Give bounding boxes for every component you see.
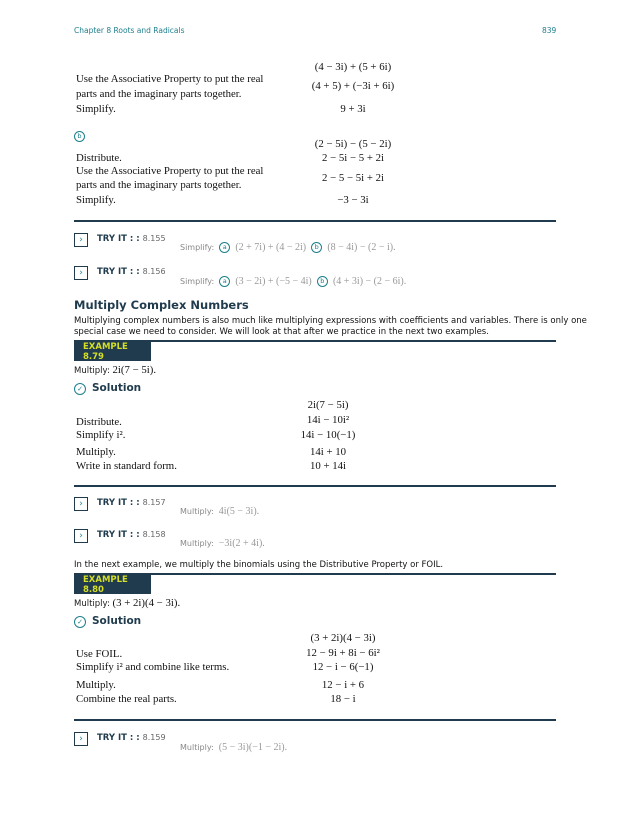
circled-letter-b-icon: b xyxy=(311,242,322,253)
part-b-step3-text: Simplify. xyxy=(76,194,116,206)
chapter-header: Chapter 8 Roots and Radicals xyxy=(74,26,185,35)
try-it-8156[interactable]: TRY IT : : 8.156 xyxy=(97,267,166,277)
try-it-8159-exercise: Multiply: (5 − 3i)(−1 − 2i). xyxy=(180,742,288,753)
ex879-start: 2i(7 − 5i) xyxy=(307,399,349,411)
part-a-step2-math: 9 + 3i xyxy=(340,103,366,115)
solution-heading: Solution xyxy=(92,615,142,627)
ex880-step4-math: 18 − i xyxy=(330,693,356,705)
chevron-right-icon[interactable]: › xyxy=(74,266,88,280)
try-it-8157-exercise: Multiply: 4i(5 − 3i). xyxy=(180,506,260,517)
example-end-rule xyxy=(74,485,556,487)
try-it-8158[interactable]: TRY IT : : 8.158 xyxy=(97,530,166,540)
chevron-right-icon[interactable]: › xyxy=(74,233,88,247)
part-a-step1-text1: Use the Associative Property to put the real xyxy=(76,73,264,85)
example-end-rule xyxy=(74,719,556,721)
chevron-right-icon[interactable]: › xyxy=(74,497,88,511)
try-it-8156-exercise: Simplify: a (3 − 2i) + (−5 − 4i) b (4 + 3i) − (2 − 6i). xyxy=(180,276,407,287)
ex879-step4-math: 10 + 14i xyxy=(309,460,347,472)
part-b-step3-math: −3 − 3i xyxy=(337,194,369,206)
example-880-prompt: Multiply: (3 + 2i)(4 − 3i). xyxy=(74,597,181,609)
part-b-step2-math: 2 − 5 − 5i + 2i xyxy=(321,172,385,184)
ex880-step1-text: Use FOIL. xyxy=(76,648,123,660)
chevron-right-icon[interactable]: › xyxy=(74,529,88,543)
try-it-8158-exercise: Multiply: −3i(2 + 4i). xyxy=(180,538,265,549)
part-b-step2-text2: parts and the imaginary parts together. xyxy=(76,179,242,191)
ex879-step4-text: Write in standard form. xyxy=(76,460,177,472)
check-circle-icon: ✓ xyxy=(74,616,86,628)
circled-letter-a-icon: a xyxy=(219,276,230,287)
page-number: 839 xyxy=(542,26,557,35)
ex880-step2-text: Simplify i² and combine like terms. xyxy=(76,661,230,673)
solution-heading: Solution xyxy=(92,382,142,394)
ex880-step3-text: Multiply. xyxy=(76,679,116,691)
try-it-8155[interactable]: TRY IT : : 8.155 xyxy=(97,234,166,244)
chevron-right-icon[interactable]: › xyxy=(74,732,88,746)
part-b-step1-math: 2 − 5i − 5 + 2i xyxy=(321,152,385,164)
section-title: Multiply Complex Numbers xyxy=(74,298,249,312)
ex880-step1-math: 12 − 9i + 8i − 6i² xyxy=(306,647,380,659)
part-b-marker xyxy=(74,124,85,143)
part-b-start: (2 − 5i) − (5 − 2i) xyxy=(314,138,392,150)
part-a-step2-text: Simplify. xyxy=(76,103,116,115)
try-it-8159[interactable]: TRY IT : : 8.159 xyxy=(97,733,166,743)
try-it-8155-exercise: Simplify: a (2 + 7i) + (4 − 2i) b (8 − 4i) − (2 − i). xyxy=(180,242,396,253)
part-a-start: (4 − 3i) + (5 + 6i) xyxy=(314,61,392,73)
ex879-step1-math: 14i − 10i² xyxy=(306,414,350,426)
example-banner-880: EXAMPLE 8.80 xyxy=(74,575,151,594)
part-b-step2-text1: Use the Associative Property to put the real xyxy=(76,165,264,177)
ex880-step3-math: 12 − i + 6 xyxy=(321,679,365,691)
ex879-step3-text: Multiply. xyxy=(76,446,116,458)
circled-letter-icon: b xyxy=(74,131,85,142)
circled-letter-b-icon: b xyxy=(317,276,328,287)
example-end-rule xyxy=(74,220,556,222)
circled-letter-a-icon: a xyxy=(219,242,230,253)
try-it-8157[interactable]: TRY IT : : 8.157 xyxy=(97,498,166,508)
part-a-step1-text2: parts and the imaginary parts together. xyxy=(76,88,242,100)
ex880-step2-math: 12 − i − 6(−1) xyxy=(312,661,374,673)
ex879-step3-math: 14i + 10 xyxy=(309,446,347,458)
part-b-step1-text: Distribute. xyxy=(76,152,122,164)
check-circle-icon: ✓ xyxy=(74,383,86,395)
part-a-step1-math: (4 + 5) + (−3i + 6i) xyxy=(311,80,395,92)
ex879-step2-text: Simplify i². xyxy=(76,429,126,441)
ex879-step1-text: Distribute. xyxy=(76,416,122,428)
transition-text: In the next example, we multiply the binomials using the Distributive Property or FOIL. xyxy=(74,560,444,570)
example-879-prompt: Multiply: 2i(7 − 5i). xyxy=(74,364,157,376)
section-intro-line2: special case we need to consider. We will look at that after we practice in the next two examples. xyxy=(74,327,489,337)
ex880-step4-text: Combine the real parts. xyxy=(76,693,177,705)
ex880-start: (3 + 2i)(4 − 3i) xyxy=(310,632,376,644)
ex879-step2-math: 14i − 10(−1) xyxy=(300,429,356,441)
example-banner-879: EXAMPLE 8.79 xyxy=(74,342,151,361)
section-intro-line1: Multiplying complex numbers is also much like multiplying expressions with coefficients and variables. There is only one xyxy=(74,316,587,326)
